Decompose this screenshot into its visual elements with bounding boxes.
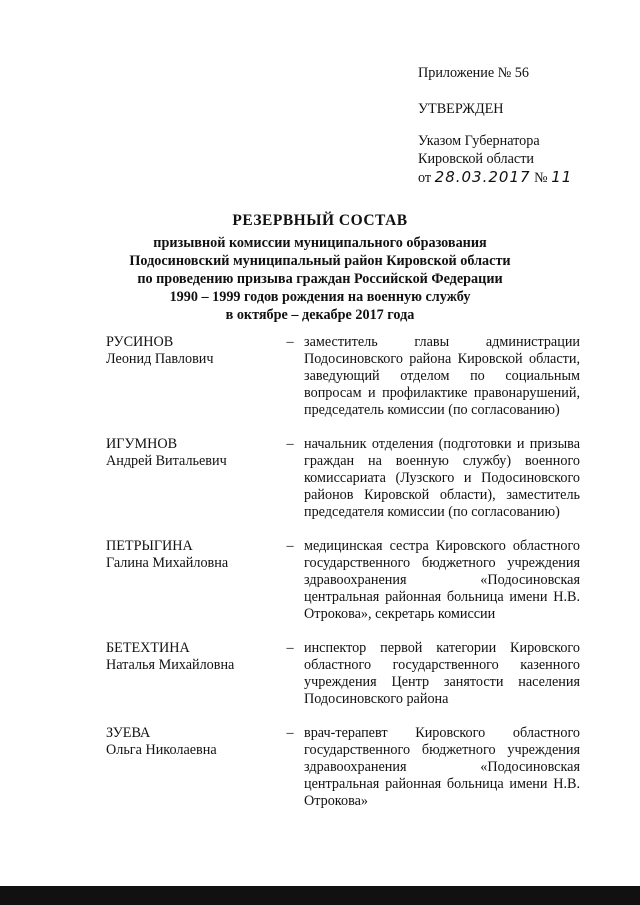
member-identity [106, 538, 276, 623]
scan-edge-bar [0, 886, 640, 905]
decree-prefix: от [418, 170, 432, 186]
member-row [106, 538, 580, 623]
member-name: Ольга Николаевна [106, 742, 217, 758]
member-row [106, 640, 580, 708]
member-surname: РУСИНОВ [106, 334, 174, 350]
document-title [0, 212, 640, 324]
members-list [106, 334, 580, 810]
member-dash: – [286, 538, 294, 554]
member-dash: – [286, 436, 294, 452]
member-role: врач-терапевт Кировского областного государственного бюджетного учреждения здравоохранения «Подосиновская центральная районная больница имени Н.В. Отрокова» [304, 725, 580, 809]
member-identity [106, 640, 276, 708]
member-identity [106, 334, 276, 419]
member-role: инспектор первой категории Кировского областного государственного казенного учреждения Центр занятости населения Подосиновского района [304, 640, 580, 707]
member-name: Галина Михайловна [106, 555, 229, 571]
member-row [106, 436, 580, 521]
member-name: Леонид Павлович [106, 351, 214, 367]
approved-label: УТВЕРЖДЕН [418, 101, 504, 117]
decree-line-1: Указом Губернатора [418, 133, 540, 149]
member-dash: – [286, 640, 294, 656]
decree-number: 11 [551, 168, 573, 186]
approval-block [418, 64, 572, 187]
member-row [106, 334, 580, 419]
title-line: 1990 – 1999 годов рождения на военную службу [169, 289, 471, 305]
title-line: в октябре – декабре 2017 года [225, 307, 415, 323]
member-role: медицинская сестра Кировского областного государственного бюджетного учреждения здравоохранения «Подосиновская центральная районная больница имени Н.В. Отрокова», секретарь комиссии [304, 538, 580, 622]
member-role: заместитель главы администрации Подосиновского района Кировской области, заведующий отделом по социальным вопросам и профилактике правонарушений, председатель комиссии (по согласованию) [304, 334, 580, 418]
member-identity [106, 436, 276, 521]
title-line: Подосиновский муниципальный район Кировской области [129, 253, 511, 269]
appendix-label: Приложение № 56 [418, 65, 529, 81]
member-surname: ЗУЕВА [106, 725, 151, 741]
title-main: РЕЗЕРВНЫЙ СОСТАВ [232, 212, 408, 229]
member-surname: БЕТЕХТИНА [106, 640, 190, 656]
member-row [106, 725, 580, 810]
decree-date: 28.03.2017 [434, 168, 531, 186]
number-prefix: № [534, 170, 548, 186]
member-surname: ИГУМНОВ [106, 436, 178, 452]
decree-line-2: Кировской области [418, 151, 534, 167]
member-identity [106, 725, 276, 810]
title-line: призывной комиссии муниципального образования [153, 235, 487, 251]
title-line: по проведению призыва граждан Российской Федерации [137, 271, 503, 287]
member-role: начальник отделения (подготовки и призыва граждан на военную службу) военного комиссариата (Лузского и Подосиновского районов Кировской области), заместитель председателя комиссии (по согласованию) [304, 436, 580, 520]
member-dash: – [286, 334, 294, 350]
member-name: Наталья Михайловна [106, 657, 235, 673]
member-name: Андрей Витальевич [106, 453, 227, 469]
member-surname: ПЕТРЫГИНА [106, 538, 193, 554]
member-dash: – [286, 725, 294, 741]
decree-date-line [418, 168, 572, 187]
